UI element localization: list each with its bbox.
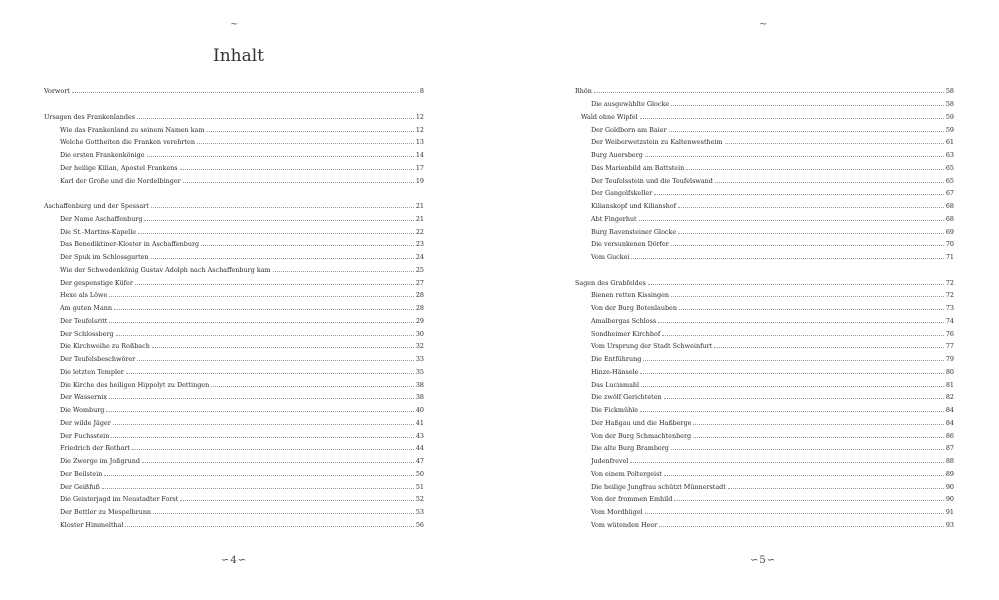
toc-page-number: 14 xyxy=(415,151,424,160)
toc-entry[interactable] xyxy=(44,388,424,401)
toc-entry-title: Abt Fingerhut xyxy=(591,214,637,223)
toc-section-heading[interactable] xyxy=(44,108,424,121)
toc-entry-title: Das Luciamahl xyxy=(591,380,640,389)
toc-page-number: 68 xyxy=(945,202,954,211)
dot-leader xyxy=(151,207,414,208)
toc-entry-title: Ursagen des Frankenlandes xyxy=(44,112,136,121)
toc-page-number: 19 xyxy=(415,176,424,185)
toc-page-number: 58 xyxy=(945,100,954,109)
toc-entry[interactable] xyxy=(575,516,954,529)
toc-entry[interactable] xyxy=(44,375,424,388)
toc-entry-title: Friedrich der Rothart xyxy=(60,444,130,453)
toc-entry[interactable] xyxy=(575,210,954,223)
dot-leader xyxy=(144,220,413,221)
toc-entry[interactable] xyxy=(575,465,954,478)
dot-leader xyxy=(151,258,414,259)
toc-entry-title: Von einem Poltergeist xyxy=(591,469,662,478)
toc-entry[interactable] xyxy=(575,324,954,337)
dot-leader xyxy=(211,386,414,387)
toc-entry-title: Von der Burg Schmachtenberg xyxy=(591,431,692,440)
toc-entry-title: Wie das Frankenland zu seinem Namen kam xyxy=(60,125,205,134)
toc-entry-title: Burg Auersberg xyxy=(591,151,643,160)
toc-entry-title: Welche Gottheiten die Franken verehrten xyxy=(60,138,195,147)
dot-leader xyxy=(135,284,414,285)
toc-entry[interactable] xyxy=(575,95,954,108)
dot-leader xyxy=(679,309,944,310)
toc-page-number: 52 xyxy=(415,495,424,504)
toc-entry[interactable] xyxy=(44,273,424,286)
dot-leader xyxy=(686,169,944,170)
toc-entry-title: Der Teufelsritt xyxy=(60,316,108,325)
toc-entry[interactable] xyxy=(575,235,954,248)
dot-leader xyxy=(648,284,944,285)
toc-page-number: 90 xyxy=(945,495,954,504)
toc-entry-title: Die Kirchweihe zu Roßbach xyxy=(60,342,150,351)
dot-leader xyxy=(132,449,414,450)
toc-entry-title: Die heilige Jungfrau schützt Münnerstadt xyxy=(591,482,726,491)
toc-entry-title: Die ausgewählte Glocke xyxy=(591,100,670,109)
dot-leader xyxy=(645,156,944,157)
toc-entry-title: Hinze-Hänsele xyxy=(591,367,639,376)
toc-entry[interactable] xyxy=(44,261,424,274)
dot-leader xyxy=(594,92,944,93)
toc-entry[interactable] xyxy=(44,465,424,478)
toc-entry[interactable] xyxy=(44,477,424,490)
toc-entry[interactable] xyxy=(44,363,424,376)
toc-entry-title: Amalbergas Schloss xyxy=(591,316,657,325)
toc-entry[interactable] xyxy=(575,120,954,133)
toc-section-heading[interactable] xyxy=(44,82,424,95)
toc-page-number: 73 xyxy=(945,304,954,313)
toc-page-number: 8 xyxy=(419,87,424,96)
toc-page-number: 30 xyxy=(415,329,424,338)
section-spacer xyxy=(44,184,424,197)
toc-page-number: 74 xyxy=(945,316,954,325)
dot-leader xyxy=(715,182,944,183)
dot-leader xyxy=(183,182,414,183)
toc-page-number: 24 xyxy=(415,253,424,262)
toc-page-number: 77 xyxy=(945,342,954,351)
dot-leader xyxy=(662,335,944,336)
dot-leader xyxy=(674,500,944,501)
toc-page-number: 38 xyxy=(415,380,424,389)
toc-entry[interactable] xyxy=(44,133,424,146)
toc-entry-title: Die Geisterjagd im Neustadter Forst xyxy=(60,495,179,504)
toc-entry[interactable] xyxy=(44,337,424,350)
toc-page-number: 90 xyxy=(945,482,954,491)
toc-entry[interactable] xyxy=(44,286,424,299)
dot-leader xyxy=(725,143,944,144)
toc-entry[interactable] xyxy=(575,312,954,325)
toc-page-number: 61 xyxy=(945,138,954,147)
toc-entry-title: Die Entführung xyxy=(591,355,642,364)
dot-leader xyxy=(153,513,414,514)
toc-entry[interactable] xyxy=(44,222,424,235)
toc-page-number: 68 xyxy=(945,214,954,223)
dot-leader xyxy=(72,92,418,93)
toc-page-number: 89 xyxy=(945,469,954,478)
toc-entry-title: Am guten Mann xyxy=(60,304,112,313)
dot-leader xyxy=(678,207,944,208)
dot-leader xyxy=(664,475,944,476)
toc-page-number: 29 xyxy=(415,316,424,325)
toc-entry-title: Die versunkenen Dörfer xyxy=(591,240,669,249)
dot-leader xyxy=(714,347,944,348)
toc-page-number: 65 xyxy=(945,176,954,185)
toc-entry[interactable] xyxy=(575,286,954,299)
toc-page-number: 21 xyxy=(415,202,424,211)
toc-entry[interactable] xyxy=(575,401,954,414)
dot-leader xyxy=(142,462,414,463)
toc-page-number: 41 xyxy=(415,418,424,427)
toc-page-number: 17 xyxy=(415,163,424,172)
toc-entry-title: Vom Guckei xyxy=(591,253,630,262)
toc-page-number: 28 xyxy=(415,291,424,300)
toc-entry[interactable] xyxy=(575,108,954,121)
toc-list-left xyxy=(44,82,424,528)
dot-leader xyxy=(658,322,944,323)
dot-leader xyxy=(137,360,414,361)
toc-page-number: 13 xyxy=(415,138,424,147)
toc-page-number: 81 xyxy=(945,380,954,389)
toc-entry-title: Vom wütenden Heer xyxy=(591,520,658,529)
toc-section-heading[interactable] xyxy=(575,82,954,95)
toc-entry-title: Wie der Schwedenkönig Gustav Adolph nach Aschaffenburg kam xyxy=(60,265,271,274)
dot-leader xyxy=(109,398,414,399)
toc-entry[interactable] xyxy=(575,184,954,197)
toc-entry-title: Die Womburg xyxy=(60,406,105,415)
dot-leader xyxy=(678,233,944,234)
toc-entry[interactable] xyxy=(575,159,954,172)
toc-entry-title: Judenfrevel xyxy=(591,457,629,466)
dot-leader xyxy=(659,526,944,527)
toc-entry-title: Wald ohne Wipfel xyxy=(581,112,638,121)
right-page xyxy=(500,0,999,600)
dot-leader xyxy=(671,245,944,246)
toc-page-number: 28 xyxy=(415,304,424,313)
toc-entry-title: Burg Ravensteiner Glocke xyxy=(591,227,677,236)
toc-entry[interactable] xyxy=(575,197,954,210)
dot-leader xyxy=(104,475,414,476)
toc-entry[interactable] xyxy=(44,503,424,516)
dot-leader xyxy=(630,462,944,463)
toc-list-right xyxy=(575,82,954,528)
toc-entry-title: Die alte Burg Bramberg xyxy=(591,444,669,453)
toc-entry-title: Der Fuchsstein xyxy=(60,431,110,440)
toc-entry[interactable] xyxy=(575,363,954,376)
toc-page-number: 71 xyxy=(945,253,954,262)
toc-entry[interactable] xyxy=(44,401,424,414)
toc-entry-title: Der Beilstein xyxy=(60,469,103,478)
toc-page-number: 63 xyxy=(945,151,954,160)
dot-leader xyxy=(180,169,414,170)
toc-entry-title: Bienen retten Kissingen xyxy=(591,291,669,300)
toc-page-number: 59 xyxy=(945,125,954,134)
toc-page-number: 44 xyxy=(415,444,424,453)
dot-leader xyxy=(125,526,413,527)
toc-entry-title: Vom Ursprung der Stadt Schweinfurt xyxy=(591,342,713,351)
toc-page-number: 69 xyxy=(945,227,954,236)
toc-entry-title: Der gespenstige Küfer xyxy=(60,278,133,287)
dot-leader xyxy=(693,424,943,425)
dot-leader xyxy=(664,398,944,399)
dot-leader xyxy=(111,437,414,438)
toc-entry[interactable] xyxy=(575,171,954,184)
toc-entry-title: Die ersten Frankenkönige xyxy=(60,151,145,160)
toc-entry[interactable] xyxy=(575,133,954,146)
dot-leader xyxy=(641,386,944,387)
section-spacer xyxy=(575,261,954,274)
toc-entry-title: Der Geißfuß xyxy=(60,482,100,491)
toc-page-number: 86 xyxy=(945,431,954,440)
dot-leader xyxy=(654,194,944,195)
toc-entry-title: Der Schlossberg xyxy=(60,329,114,338)
toc-entry[interactable] xyxy=(575,248,954,261)
page-title: Inhalt xyxy=(213,46,265,66)
dot-leader xyxy=(106,411,413,412)
toc-section-heading[interactable] xyxy=(575,273,954,286)
toc-entry-title: Die Fickmühle xyxy=(591,406,639,415)
toc-entry-title: Der Goldborn am Baier xyxy=(591,125,667,134)
toc-page-number: 32 xyxy=(415,342,424,351)
toc-page-number: 67 xyxy=(945,189,954,198)
toc-page-number: 70 xyxy=(945,240,954,249)
dot-leader xyxy=(197,143,414,144)
toc-entry-title: Hexe als Löwe xyxy=(60,291,108,300)
dot-leader xyxy=(207,131,414,132)
toc-page-number: 82 xyxy=(945,393,954,402)
toc-page-number: 35 xyxy=(415,367,424,376)
toc-entry[interactable] xyxy=(575,477,954,490)
toc-page-number: 84 xyxy=(945,418,954,427)
toc-page-number: 23 xyxy=(415,240,424,249)
dot-leader xyxy=(671,105,944,106)
toc-page-number: 51 xyxy=(415,482,424,491)
dot-leader xyxy=(645,513,944,514)
dot-leader xyxy=(631,258,943,259)
toc-entry[interactable] xyxy=(44,324,424,337)
toc-entry[interactable] xyxy=(44,210,424,223)
toc-entry-title: Rhön xyxy=(575,87,592,96)
toc-entry-title: Die zwölf Gerichteten xyxy=(591,393,662,402)
toc-entry-title: Der Bettler zu Mespelbrunn xyxy=(60,508,152,517)
top-ornament: ~ xyxy=(759,19,768,30)
toc-page-number: 79 xyxy=(945,355,954,364)
toc-page-number: 91 xyxy=(945,508,954,517)
toc-page-number: 84 xyxy=(945,406,954,415)
toc-entry[interactable] xyxy=(44,146,424,159)
dot-leader xyxy=(640,411,944,412)
toc-page-number: 27 xyxy=(415,278,424,287)
toc-section-heading[interactable] xyxy=(44,197,424,210)
toc-page-number: 88 xyxy=(945,457,954,466)
toc-page-number: 72 xyxy=(945,278,954,287)
toc-entry-title: Von der Burg Botenlauben xyxy=(591,304,677,313)
toc-page-number: 76 xyxy=(945,329,954,338)
toc-entry-title: Von der frommen Emhild xyxy=(591,495,673,504)
toc-entry[interactable] xyxy=(44,439,424,452)
toc-entry-title: Die St.-Martins-Kapelle xyxy=(60,227,137,236)
toc-entry-title: Sagen des Grabfeldes xyxy=(575,278,646,287)
toc-entry-title: Aschaffenburg und der Spessart xyxy=(44,202,149,211)
toc-entry[interactable] xyxy=(44,248,424,261)
toc-page-number: 12 xyxy=(415,125,424,134)
dot-leader xyxy=(643,360,944,361)
toc-entry[interactable] xyxy=(44,426,424,439)
toc-entry[interactable] xyxy=(44,120,424,133)
toc-entry[interactable] xyxy=(44,490,424,503)
toc-entry[interactable] xyxy=(44,414,424,427)
toc-entry[interactable] xyxy=(575,375,954,388)
toc-entry[interactable] xyxy=(575,388,954,401)
toc-entry[interactable] xyxy=(44,159,424,172)
toc-entry-title: Der Name Aschaffenburg xyxy=(60,214,143,223)
toc-entry-title: Sondheimer Kirchhof xyxy=(591,329,661,338)
toc-entry[interactable] xyxy=(44,235,424,248)
dot-leader xyxy=(113,424,414,425)
toc-page-number: 12 xyxy=(415,112,424,121)
toc-page-number: 58 xyxy=(945,87,954,96)
toc-page-number: 50 xyxy=(415,469,424,478)
toc-page-number: 21 xyxy=(415,214,424,223)
toc-entry[interactable] xyxy=(44,452,424,465)
dot-leader xyxy=(116,335,414,336)
dot-leader xyxy=(273,271,414,272)
toc-entry-title: Der heilige Kilian, Apostel Frankens xyxy=(60,163,178,172)
toc-entry[interactable] xyxy=(575,222,954,235)
toc-entry-title: Der Teufelsstein und die Teufelswand xyxy=(591,176,713,185)
toc-entry[interactable] xyxy=(44,312,424,325)
dot-leader xyxy=(137,118,414,119)
toc-page-number: 65 xyxy=(945,163,954,172)
toc-entry[interactable] xyxy=(575,337,954,350)
dot-leader xyxy=(102,488,414,489)
dot-leader xyxy=(126,373,414,374)
dot-leader xyxy=(180,500,414,501)
toc-entry-title: Die letzten Templer xyxy=(60,367,124,376)
toc-entry[interactable] xyxy=(575,414,954,427)
toc-entry-title: Der Gangolfskeller xyxy=(591,189,653,198)
dot-leader xyxy=(640,118,944,119)
toc-entry-title: Vorwort xyxy=(44,87,70,96)
dot-leader xyxy=(640,373,943,374)
dot-leader xyxy=(669,131,944,132)
toc-page-number: 43 xyxy=(415,431,424,440)
top-ornament: ~ xyxy=(230,19,239,30)
dot-leader xyxy=(693,437,944,438)
toc-page-number: 87 xyxy=(945,444,954,453)
toc-entry-title: Kloster Himmelthal xyxy=(60,520,124,529)
toc-entry-title: Der Teufelsbeschwörer xyxy=(60,355,136,364)
toc-page-number: 33 xyxy=(415,355,424,364)
toc-page-number: 56 xyxy=(415,520,424,529)
toc-entry-title: Vom Mordhügel xyxy=(591,508,643,517)
toc-entry[interactable] xyxy=(575,439,954,452)
dot-leader xyxy=(109,296,414,297)
toc-entry-title: Der Weiberwetzstein zu Kaltenwestheim xyxy=(591,138,723,147)
toc-entry[interactable] xyxy=(44,350,424,363)
toc-entry-title: Das Marienbild am Battstein xyxy=(591,163,685,172)
toc-entry-title: Das Benediktiner-Kloster in Aschaffenburg xyxy=(60,240,200,249)
toc-page-number: 47 xyxy=(415,457,424,466)
toc-page-number: 93 xyxy=(945,520,954,529)
toc-entry-title: Die Kirche des heiligen Hippolyt zu Dettingen xyxy=(60,380,210,389)
page-number: ∽5∽ xyxy=(750,555,777,566)
dot-leader xyxy=(671,296,944,297)
toc-entry-title: Der Wassernix xyxy=(60,393,107,402)
dot-leader xyxy=(201,245,414,246)
dot-leader xyxy=(639,220,944,221)
toc-entry[interactable] xyxy=(575,299,954,312)
dot-leader xyxy=(109,322,413,323)
dot-leader xyxy=(138,233,414,234)
dot-leader xyxy=(671,449,944,450)
toc-entry-title: Der wilde Jäger xyxy=(60,418,111,427)
page-number: ∽4∽ xyxy=(221,555,248,566)
toc-entry-title: Der Spuk im Schlossgarten xyxy=(60,253,149,262)
toc-entry[interactable] xyxy=(44,171,424,184)
toc-page-number: 40 xyxy=(415,406,424,415)
toc-entry-title: Der Haßgau und die Haßberge xyxy=(591,418,692,427)
toc-entry-title: Karl der Große und die Nordelbinger xyxy=(60,176,181,185)
toc-page-number: 22 xyxy=(415,227,424,236)
toc-entry-title: Die Zwerge im Joßgrund xyxy=(60,457,140,466)
toc-entry[interactable] xyxy=(44,516,424,529)
dot-leader xyxy=(728,488,944,489)
toc-entry[interactable] xyxy=(575,146,954,159)
toc-page-number: 53 xyxy=(415,508,424,517)
toc-entry[interactable] xyxy=(575,350,954,363)
dot-leader xyxy=(152,347,414,348)
toc-page-number: 72 xyxy=(945,291,954,300)
toc-page-number: 25 xyxy=(415,265,424,274)
toc-entry[interactable] xyxy=(575,426,954,439)
section-spacer xyxy=(44,95,424,108)
toc-entry[interactable] xyxy=(575,490,954,503)
toc-entry[interactable] xyxy=(575,452,954,465)
dot-leader xyxy=(147,156,414,157)
toc-entry[interactable] xyxy=(575,503,954,516)
dot-leader xyxy=(114,309,414,310)
toc-entry-title: Kilianskopf und Kilianshof xyxy=(591,202,677,211)
toc-page-number: 38 xyxy=(415,393,424,402)
toc-page-number: 59 xyxy=(945,112,954,121)
toc-page-number: 80 xyxy=(945,367,954,376)
toc-entry[interactable] xyxy=(44,299,424,312)
